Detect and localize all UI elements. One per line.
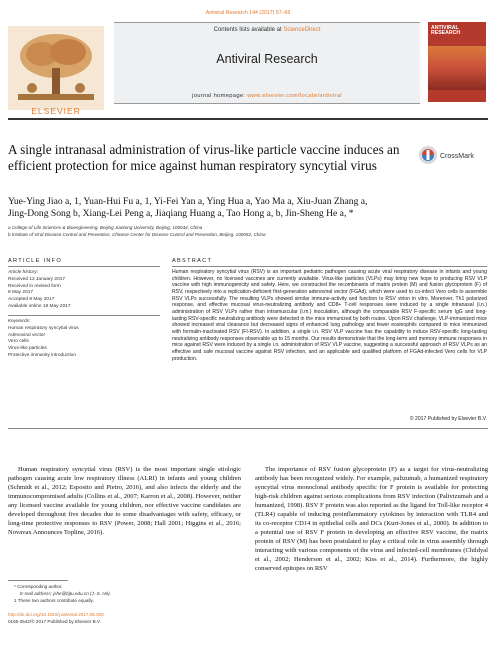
contents-line <box>114 27 420 33</box>
footnote-equal-contribution: 1 These two authors contribute equally. <box>14 598 94 603</box>
abstract-text: Human respiratory syncytial virus (RSV) is an important pediatric pathogen causing acute viral respiratory disease in infants and young children. However, no licensed vaccines are currently available. Virus-like particles (VLPs) may bring new hope to producing RSV VLP vaccine with high immunogenicity and safety. Here, we constructed the recombinants of matrix protein (M) and fusion glycoprotein (F) of RSV, respectively into a replication-deficient first-generation adenoviral vector (FGAd), which were used to co-infect Vero cells to assemble RSV VLPs successfully. The resulting VLPs showed similar immune-activity and function to RSV virion in vitro. Moreover, Th1 polarized response, and effective mucosal virus-neutralizing antibody and CD8+ T-cell responses were induced by a single intranasal (i.n.) administration of RSV VLPs rather than intramuscular (i.m.) inoculation, although the comparable RSV F-specific serum IgG and long-lasting RSV-specific neutralizing antibody were detected in the mice immunized by both routes. Upon RSV challenge, VLP-immunized mice showed increased viral clearance but decreased signs of enhanced lung pathology and fewer eosinophils compared to mice immunized with formalin-inactivated RSV (FI-RSV). In addition, a single i.n. RSV VLP vaccine has the capability to induce RSV-specific long-lasting neutralizing antibody responses observable up to 15 months. Our results demonstrate that the long-term and memory immune responses in mice against RSV were induced by a single i.n. administration of RSV VLP vaccine, suggesting a successful approach of RSV VLPs as an effective and safe mucosal vaccine against RSV infection, and an applicable and qualified platform of FGAd-infected Vero cells for VLP production. <box>172 269 487 362</box>
author-list <box>8 196 486 221</box>
history-item: Received 12 January 2017 <box>8 276 66 282</box>
doi-line <box>8 612 240 618</box>
article-info-rule <box>8 266 160 267</box>
crossmark-label: CrossMark <box>440 153 474 160</box>
cover-artwork <box>428 46 486 90</box>
keywords-rule <box>8 315 160 316</box>
homepage-line <box>114 93 420 99</box>
footnote-corresponding: * Corresponding author. <box>14 584 63 589</box>
body-column-right: The importance of RSV fusion glycoprotein (F) as a target for virus-neutralizing antibody has been recognized widely. For example, palizumab, a humanized respiratory syncytial virus monoclonal antibody specific for F protein is available for protecting high-risk children against serious complications from RSV infection (Palivizumab and a humanized, 1998). RSV F protein was also reported as the ligand for Toll-like receptor 4 (TLR4) capable of inducing proinflammatory cytokines by interaction with TLR4 and its co-receptor CD14 in epithelial cells and DCs (Kurt-Jones et al., 2000). In addition to a potential use of RSV F protein in developing an effective RSV vaccine, the matrix protein of RSV (M) has been postulated to play a critical role in virus assembly through interacting with various components of the virus and infected-cell membranes (Childyal et al., 2002; Henderson et al., 2002; Kiss et al., 2014). Furthermore, the highly conserved epitopes on RSV <box>255 466 488 573</box>
elsevier-tree-logo <box>8 22 104 114</box>
crossmark-icon[interactable] <box>418 144 488 170</box>
history-item: Received in revised form <box>8 283 61 289</box>
keyword: Adenoviral vector <box>8 332 46 338</box>
journal-reference[interactable]: Antiviral Research 144 (2017) 57–69 <box>205 10 291 16</box>
history-item: Available online 18 May 2017 <box>8 303 71 309</box>
article-history <box>8 270 160 311</box>
history-item: 8 May 2017 <box>8 290 34 296</box>
keyword: Vero cells <box>8 339 29 345</box>
keywords-label: Keywords: <box>8 319 31 324</box>
affiliation-a: a College of Life Sciences & Bioengineering, Beijing Jiaotong University, Beijing, 100044, China <box>8 225 203 230</box>
keyword: Protective immunity introduction <box>8 352 76 358</box>
cover-title: ANTIVIRAL RESEARCH <box>431 25 461 37</box>
affiliation-b: b Institute of Viral Disease Control and Prevention, Chinese Center for Disease Control and Prevention, Beijing, 100052, China <box>8 232 266 237</box>
publisher-logo-text: ELSEVIER <box>31 106 81 116</box>
homepage-link[interactable]: www.elsevier.com/locate/antiviral <box>247 93 342 99</box>
journal-cover-image <box>428 22 486 102</box>
article-info-heading: ARTICLE INFO <box>8 258 63 264</box>
abstract-bottom-rule <box>8 428 488 429</box>
contents-prefix: Contents lists available at <box>213 27 284 33</box>
abstract-copyright: © 2017 Published by Elsevier B.V. <box>409 416 487 422</box>
homepage-prefix: journal homepage: <box>192 93 248 99</box>
sciencedirect-link[interactable]: ScienceDirect <box>283 27 321 33</box>
abstract-heading: ABSTRACT <box>172 258 213 264</box>
doi-link[interactable]: http://dx.doi.org/10.1016/j.antiviral.2017.05.005 <box>8 612 104 617</box>
keyword: Virus-like particles <box>8 346 47 352</box>
issn-line: 0166-3542/© 2017 Published by Elsevier B.V. <box>8 619 101 624</box>
keywords <box>8 319 160 360</box>
body-column-left: Human respiratory syncytial virus (RSV) is the most important single etiologic pathogen causing acute low respiratory illness (ALRI) in infants and young children (Schmidt et al., 2012; Esposito and Pietro, 2016), and also infects the elderly and the immunocompromised adults (Collins et al., 2007; Karron et al., 2008). However, neither any licensed vaccine available for young children, nor effective vaccine candidates are developed throughout five decades due to some disadvantages with safety, efficacy, or long-time protective responses to RSV (Power, 2008; Hall 2001; Higgins et al., 2016; Novavax Announces Topline, 2016). <box>8 466 241 537</box>
article-title: A single intranasal administration of virus-like particle vaccine induces an efficient protection for mice against human respiratory syncytial virus <box>8 142 400 173</box>
authors-line-1: Yue-Ying Jiao a, 1, Yuan-Hui Fu a, 1, Yi-Fei Yan a, Ying Hua a, Yao Ma a, Xiu-Juan Zhang a, <box>8 196 368 207</box>
footnote-email[interactable]: E-mail address: jshe@bjtu.edu.cn (J.-S. He). <box>20 591 111 596</box>
history-label: Article history: <box>8 270 39 275</box>
history-item: Accepted 8 May 2017 <box>8 297 55 303</box>
header-rule <box>8 118 488 120</box>
abstract-rule <box>172 266 487 267</box>
footnote-rule <box>8 580 68 581</box>
authors-line-2: Jing-Dong Song b, Xiang-Lei Peng a, Jiaqiang Huang a, Tao Hong a, b, Jin-Sheng He a, * <box>8 208 354 220</box>
keyword: Human respiratory syncytial virus <box>8 325 79 331</box>
journal-name: Antiviral Research <box>216 52 318 66</box>
